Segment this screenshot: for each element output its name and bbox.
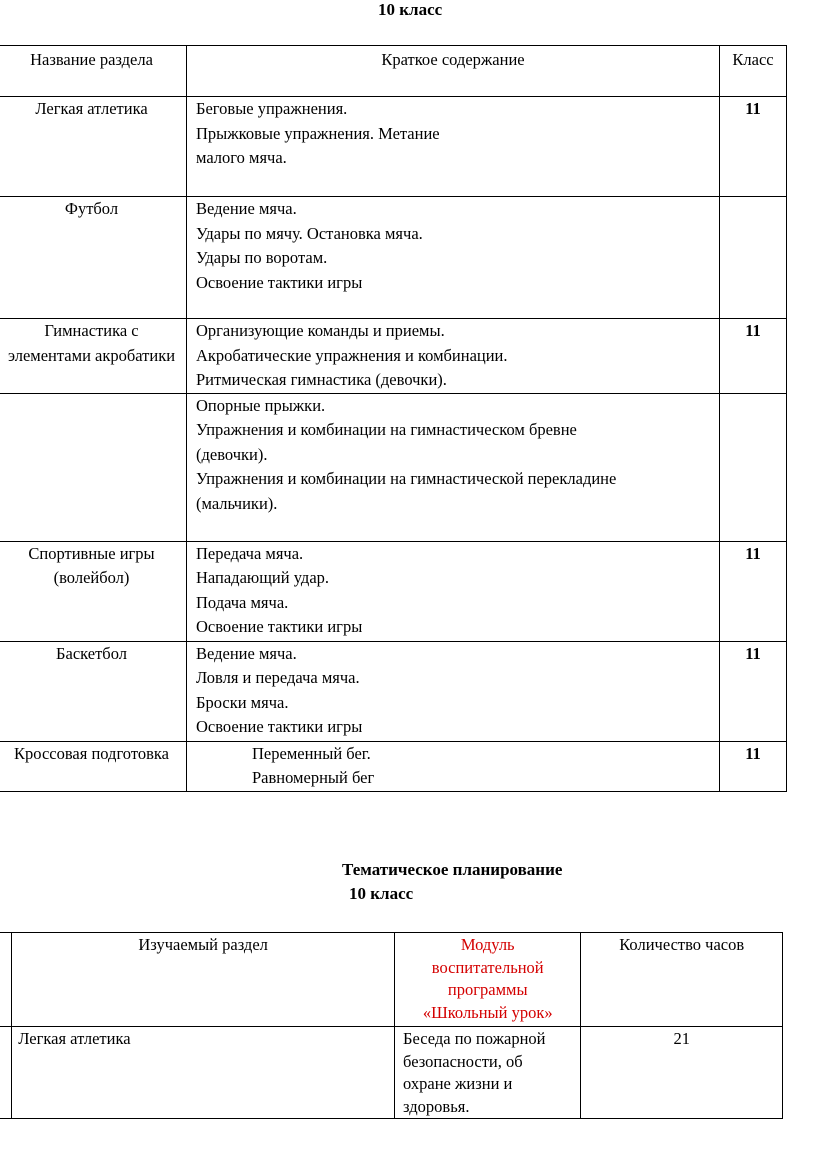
plan-grade-title: 10 класс [349,884,414,903]
table-row [0,319,787,394]
section-cell: Легкая атлетика [0,97,187,197]
section-cell: Футбол [0,197,187,319]
grade-cell [720,393,787,541]
content-cell: Переменный бег. Равномерный бег [187,741,720,791]
grade-cell: 11 [720,319,787,394]
table-row [0,197,787,319]
grade-cell: 11 [720,541,787,641]
hours-cell: 21 [581,1027,783,1119]
table-row [0,541,787,641]
thematic-plan-table [0,932,783,1119]
grade-cell: 11 [720,641,787,741]
section-cell [0,393,187,541]
section-cell: Спортивные игры (волейбол) [0,541,187,641]
plan-title: Тематическое планирование [342,860,563,879]
header-section-name: Название раздела [0,46,187,97]
grade-cell: 11 [720,97,787,197]
grade-cell [720,197,787,319]
table-row [0,641,787,741]
table-row [0,393,787,541]
section-cell: Гимнастика с элементами акробатики [0,319,187,394]
header-grade: Класс [720,46,787,97]
content-cell: Ведение мяча. Ловля и передача мяча. Броски мяча. Освоение тактики игры [187,641,720,741]
content-cell: Передача мяча. Нападающий удар. Подача мяча. Освоение тактики игры [187,541,720,641]
table-row [0,1027,783,1119]
content-cell: Организующие команды и приемы. Акробатические упражнения и комбинации. Ритмическая гимнастика (девочки). [187,319,720,394]
table-header-row [0,46,787,97]
table-header-row [0,933,783,1027]
section-cell: Кроссовая подготовка [0,741,187,791]
header-content: Краткое содержание [187,46,720,97]
header-hours: Количество часов [581,933,783,1027]
content-cell: Беговые упражнения. Прыжковые упражнения. Метание малого мяча. [187,97,720,197]
index-cell [0,1027,12,1119]
grade-cell: 11 [720,741,787,791]
module-cell: Беседа по пожарной безопасности, об охране жизни и здоровья. [395,1027,581,1119]
content-cell: Опорные прыжки. Упражнения и комбинации на гимнастическом бревне (девочки). Упражнения и комбинации на гимнастической перекладине (мальчики). [187,393,720,541]
section-cell: Легкая атлетика [12,1027,395,1119]
page-title: 10 класс [378,0,443,19]
table-row [0,741,787,791]
header-module: Модуль воспитательной программы «Школьный урок» [395,933,581,1027]
table-row [0,97,787,197]
index-cell [0,933,12,1027]
content-cell: Ведение мяча. Удары по мячу. Остановка мяча. Удары по воротам. Освоение тактики игры [187,197,720,319]
program-content-table [0,45,787,792]
section-cell: Баскетбол [0,641,187,741]
header-studied-section: Изучаемый раздел [12,933,395,1027]
